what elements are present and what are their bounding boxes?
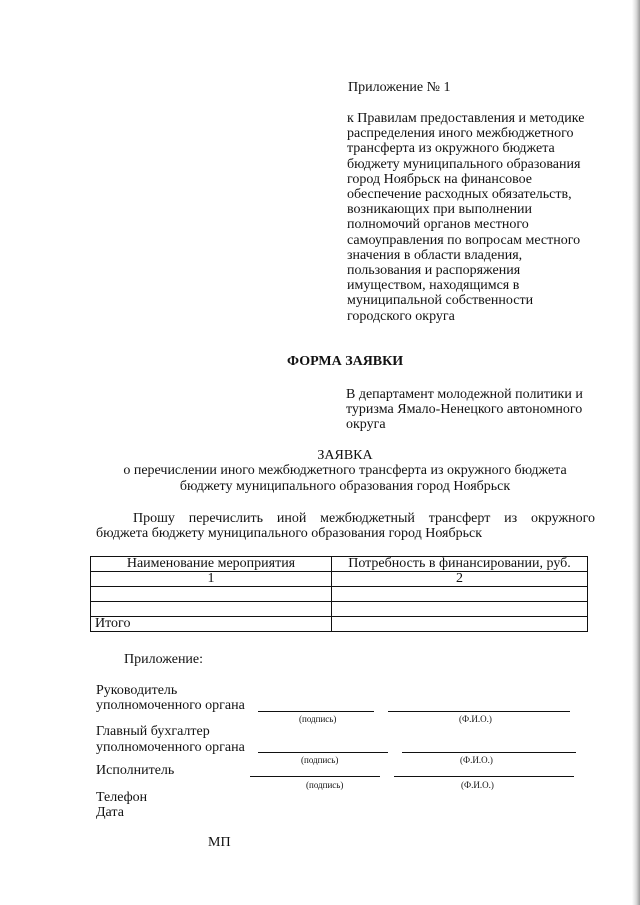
date-label: Дата [96, 805, 124, 820]
name-caption: (Ф.И.О.) [461, 780, 494, 790]
appendix-line: муниципальной собственности [347, 293, 534, 309]
table-number-row [91, 572, 588, 587]
appendix-line: распределения иного межбюджетного [347, 126, 574, 142]
column-header: Наименование мероприятия [91, 557, 332, 572]
head-signature-line [258, 711, 374, 712]
accountant-name-line [402, 752, 576, 753]
head-name-line [388, 711, 570, 712]
request-text: бюджета бюджету муниципального образования город Ноябрьск [96, 526, 483, 541]
appendix-title: Приложение № 1 [348, 80, 451, 95]
page-edge-shadow [632, 0, 640, 905]
table-cell [91, 587, 332, 602]
appendix-line: обеспечение расходных обязательств, [347, 187, 572, 202]
request-text: Прошу перечислить иной межбюджетный трансферт из окружного [133, 511, 595, 526]
table-row [91, 602, 588, 617]
appendix-line: городского округа [347, 308, 455, 324]
column-number: 1 [91, 572, 332, 587]
funding-table [90, 556, 588, 632]
column-header: Потребность в финансировании, руб. [332, 557, 588, 572]
application-subtitle: бюджету муниципального образования город Ноябрьск [179, 479, 511, 494]
stamp-label: МП [208, 835, 231, 850]
phone-label: Телефон [96, 790, 148, 805]
total-label: Итого [91, 617, 332, 632]
accountant-label: уполномоченного органа [96, 740, 245, 755]
application-title: ЗАЯВКА [317, 448, 373, 463]
appendix-line: город Ноябрьск на финансовое [347, 171, 533, 187]
signature-caption: (подпись) [299, 714, 337, 724]
head-label: Руководитель [96, 683, 178, 698]
form-heading: ФОРМА ЗАЯВКИ [287, 354, 404, 369]
attachment-label: Приложение: [124, 652, 204, 667]
appendix-line: бюджету муниципального образования [347, 156, 581, 172]
table-total-row [91, 617, 588, 632]
application-subtitle: о перечислении иного межбюджетного трансферта из окружного бюджета [123, 463, 567, 478]
addressee-line: В департамент молодежной политики и [346, 387, 583, 402]
name-caption: (Ф.И.О.) [460, 755, 493, 765]
signature-caption: (подпись) [306, 780, 344, 790]
appendix-line: пользования и распоряжения [347, 263, 521, 278]
addressee-line: округа [346, 417, 386, 432]
executor-name-line [394, 776, 574, 777]
addressee-line: туризма Ямало-Ненецкого автономного [346, 402, 583, 417]
appendix-line: возникающих при выполнении [347, 202, 533, 218]
executor-signature-line [250, 776, 380, 777]
table-row [91, 587, 588, 602]
total-value [332, 617, 588, 632]
appendix-line: имуществом, находящимся в [347, 278, 520, 294]
accountant-label: Главный бухгалтер [96, 724, 210, 739]
table-cell [332, 602, 588, 617]
signature-caption: (подпись) [301, 755, 339, 765]
appendix-line: полномочий органов местного [347, 217, 529, 233]
table-header-row [91, 557, 588, 572]
head-label: уполномоченного органа [96, 698, 245, 713]
table-cell [91, 602, 332, 617]
appendix-line: самоуправления по вопросам местного [347, 232, 581, 248]
column-number: 2 [332, 572, 588, 587]
accountant-signature-line [258, 752, 388, 753]
appendix-line: к Правилам предоставления и методике [347, 111, 585, 126]
name-caption: (Ф.И.О.) [459, 714, 492, 724]
table-cell [332, 587, 588, 602]
executor-label: Исполнитель [96, 763, 175, 778]
appendix-line: значения в области владения, [347, 247, 523, 263]
appendix-line: трансферта из окружного бюджета [347, 141, 555, 157]
